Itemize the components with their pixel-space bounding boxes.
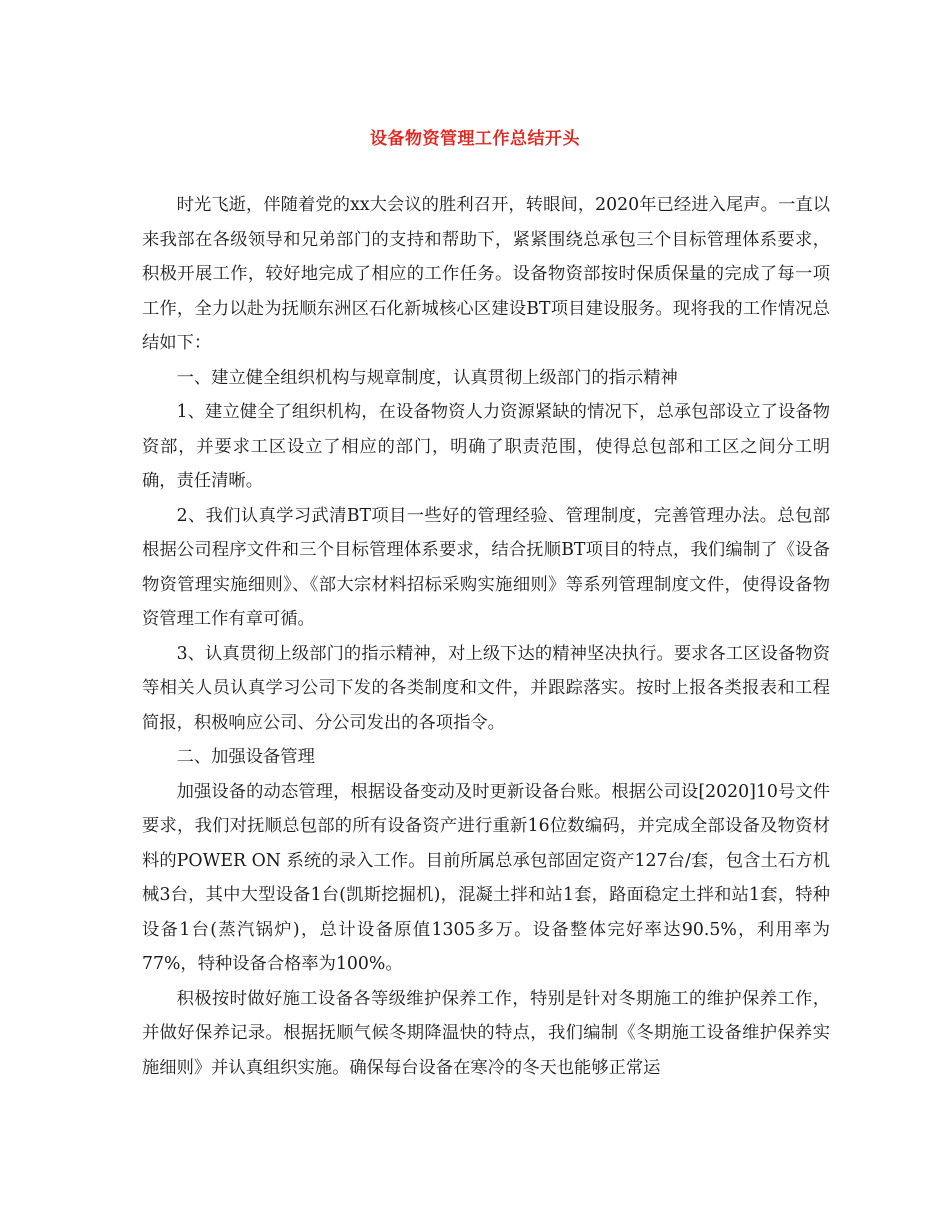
- section-heading-2: 二、加强设备管理: [176, 747, 315, 767]
- document-title: 设备物资管理工作总结开头: [370, 129, 580, 149]
- paragraph-maintenance: 积极按时做好施工设备各等级维护保养工作，特别是针对冬期施工的维护保养工作，并做好保养记录。根据抚顺气候冬期降温快的特点，我们编制《冬期施工设备维护保养实施细则》并认真组织实施。确保每台设备在寒冷的冬天也能够正常运: [142, 988, 830, 1078]
- paragraph-intro: 时光飞逝，伴随着党的xx大会议的胜利召开，转眼间，2020年已经进入尾声。一直以来我部在各级领导和兄弟部门的支持和帮助下，紧紧围绕总承包三个目标管理体系要求，积极开展工作，较好地完成了相应的工作任务。设备物资部按时保质保量的完成了每一项工作，全力以赴为抚顺东洲区石化新城核心区建设BT项目建设服务。现将我的工作情况总结如下：: [142, 195, 830, 353]
- document-body: [142, 188, 830, 1085]
- section-heading-1: 一、建立健全组织机构与规章制度，认真贯彻上级部门的指示精神: [176, 367, 678, 388]
- paragraph-item-3: 3、认真贯彻上级部门的指示精神，对上级下达的精神坚决执行。要求各工区设备物资等相关人员认真学习公司下发的各类制度和文件，并跟踪落实。按时上报各类报表和工程简报，积极响应公司、分公司发出的各项指令。: [142, 643, 830, 733]
- paragraph-item-2: 2、我们认真学习武清BT项目一些好的管理经验、管理制度，完善管理办法。总包部根据公司程序文件和三个目标管理体系要求，结合抚顺BT项目的特点，我们编制了《设备物资管理实施细则》、《部大宗材料招标采购实施细则》等系列管理制度文件，使得设备物资管理工作有章可循。: [142, 505, 830, 629]
- paragraph-item-1: 1、建立健全了组织机构，在设备物资人力资源紧缺的情况下，总承包部设立了设备物资部，并要求工区设立了相应的部门，明确了职责范围，使得总包部和工区之间分工明确，责任清晰。: [142, 402, 830, 491]
- paragraph-equipment-management: 加强设备的动态管理，根据设备变动及时更新设备台账。根据公司设[2020]10号文件要求，我们对抚顺总包部的所有设备资产进行重新16位数编码，并完成全部设备及物资材料的POWER ON 系统的录入工作。目前所属总承包部固定资产127台/套，包含土石方机械3台，其中大型设备1台(凯斯挖掘机)，混凝土拌和站1套，路面稳定土拌和站1套，特种设备1台(蒸汽锅炉)，总计设备原值1305多万。设备整体完好率达90.5%，利用率为77%，特种设备合格率为100%。: [142, 781, 830, 974]
